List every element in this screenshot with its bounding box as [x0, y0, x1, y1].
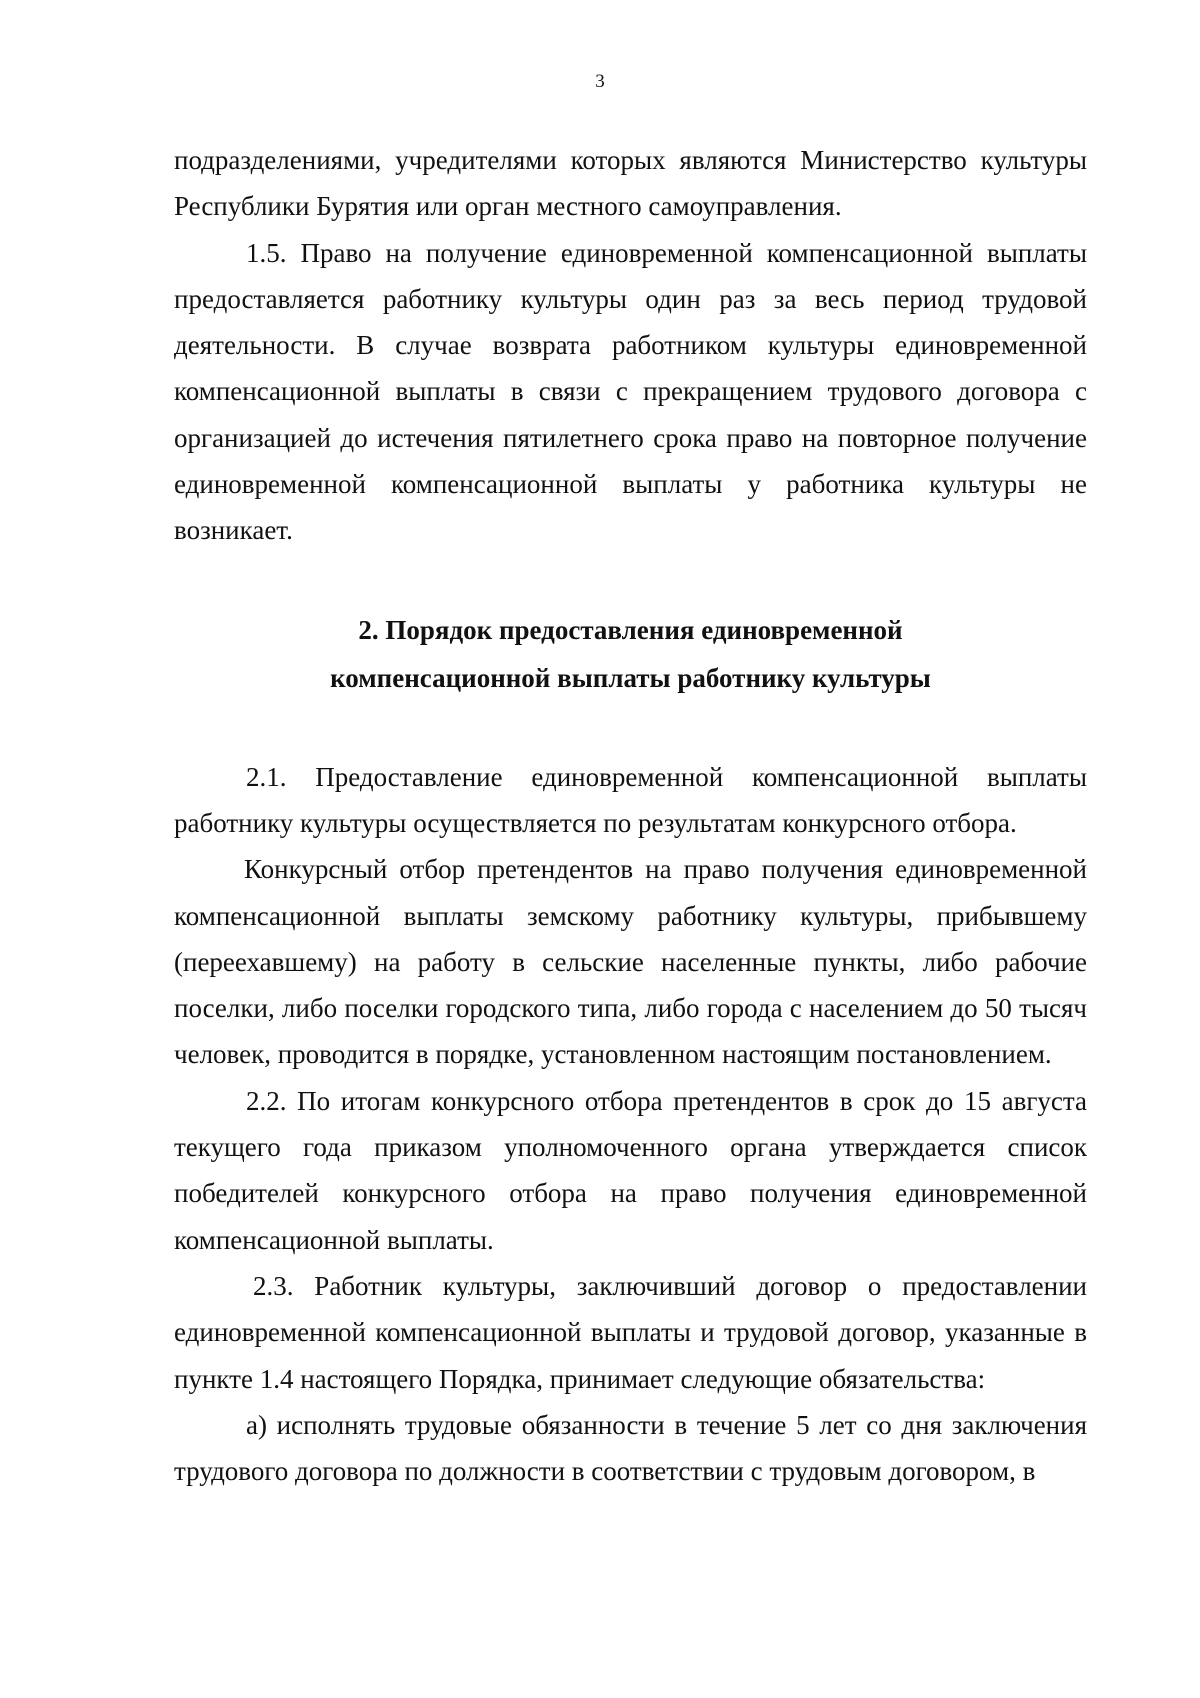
paragraph-obligation-a: а) исполнять трудовые обязанности в течение 5 лет со дня заключения трудового договора по должности в соответствии с трудовым договором, в	[174, 1409, 1087, 1487]
paragraph-2-1: 2.1. Предоставление единовременной компенсационной выплаты работнику культуры осуществляется по результатам конкурсного отбора.	[174, 761, 1087, 838]
paragraph-competitive-selection: Конкурсный отбор претендентов на право получения единовременной компенсационной выплаты земскому работнику культуры, прибывшему (переехавшему) на работу в сельские населенные пункты, либо рабочие поселки, либо поселки городского типа, либо города с населением до 50 тысяч человек, проводится в порядке, установленном настоящим постановлением.	[174, 854, 1087, 1070]
paragraph-2-2: 2.2. По итогам конкурсного отбора претендентов в срок до 15 августа текущего года приказом уполномоченного органа утверждается список победителей конкурсного отбора на право получения единовременной компенсационной выплаты.	[174, 1085, 1087, 1255]
section-heading	[174, 606, 1087, 702]
spacer	[174, 554, 1087, 606]
paragraph-2-3: 2.3. Работник культуры, заключивший договор о предоставлении единовременной компенсационной выплаты и трудовой договор, указанные в пункте 1.4 настоящего Порядка, принимает следующие обязательства:	[174, 1270, 1087, 1394]
spacer	[174, 702, 1087, 754]
page-number: 3	[595, 71, 605, 92]
document-body	[174, 137, 1087, 1494]
paragraph-continuation: подразделениями, учредителями которых являются Министерство культуры Республики Бурятия или орган местного самоуправления.	[174, 145, 1087, 222]
paragraph-1-5: 1.5. Право на получение единовременной компенсационной выплаты предоставляется работнику культуры один раз за весь период трудовой деятельности. В случае возврата работником культуры единовременной компенсационной выплаты в связи с прекращением трудового договора с организацией до истечения пятилетнего срока право на повторное получение единовременной компенсационной выплаты у работника культуры не возникает.	[174, 237, 1087, 546]
section-heading-line-2: компенсационной выплаты работнику культуры	[330, 662, 931, 693]
section-heading-line-1: 2. Порядок предоставления единовременной	[358, 614, 903, 645]
